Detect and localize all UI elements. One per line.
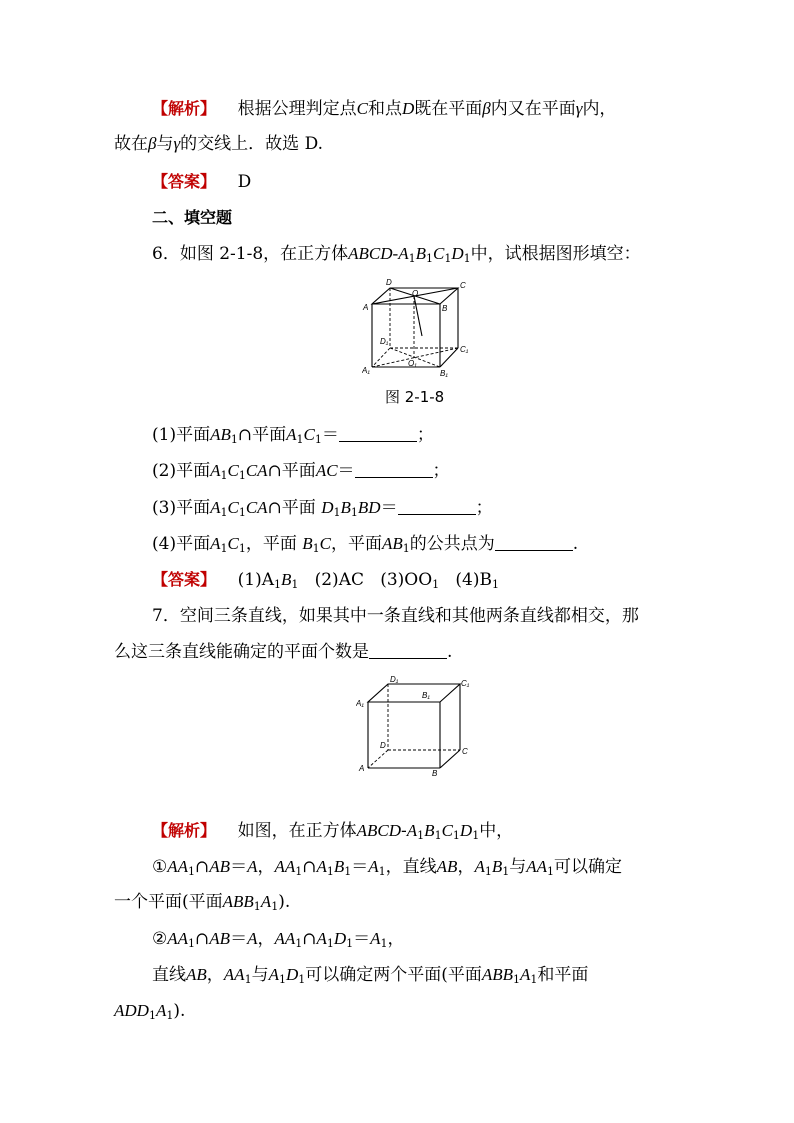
section-heading: 二、填空题: [152, 208, 233, 227]
label-D1: D₁: [380, 337, 389, 346]
cube-figure-q7: [356, 672, 476, 778]
analysis-2-line-2: ①AA1∩AB＝A，AA1∩A1B1＝A1，直线AB，A1B1与AA1可以确定: [152, 857, 622, 878]
analysis-2-line-6: ADD1A1).: [114, 1001, 186, 1022]
analysis-2-line-1: 【解析】 如图，在正方体ABCD-A1B1C1D1中，: [152, 821, 514, 842]
answer-tag: 【答案】: [152, 172, 217, 191]
label-B1: B₁: [422, 691, 430, 700]
label-D: D: [386, 278, 392, 287]
analysis-2-line-3: 一个平面(平面ABB1A1).: [114, 892, 291, 913]
label-O1: O₁: [408, 359, 417, 368]
label-B1: B₁: [440, 369, 448, 378]
label-C1: C₁: [460, 345, 469, 354]
label-C: C: [462, 747, 468, 756]
answer-blank[interactable]: [495, 534, 573, 551]
question-7-line-1: 7．空间三条直线，如果其中一条直线和其他两条直线都相交，那: [152, 606, 639, 626]
question-6-item-4: (4)平面A1C1，平面 B1C，平面AB1的公共点为 .: [152, 534, 579, 555]
label-A: A: [359, 764, 365, 773]
answer-value: D: [237, 172, 252, 192]
analysis-line-2: 故在β与γ的交线上．故选 D.: [114, 134, 324, 154]
cube-figure-2-1-8: [362, 276, 474, 378]
question-7-line-2: 么这三条直线能确定的平面个数是 .: [114, 642, 453, 662]
analysis-line-1: 【解析】 根据公理判定点C和点D既在平面β内又在平面γ内，: [152, 99, 617, 119]
label-A1: A₁: [356, 699, 364, 708]
label-O: O: [412, 289, 419, 298]
question-6-answer: 【答案】 (1)A1B1 (2)AC (3)OO1 (4)B1: [152, 570, 499, 591]
question-6-item-1: (1)平面AB1∩平面A1C1＝ ；: [152, 425, 434, 446]
question-6-item-2: (2)平面A1C1CA∩平面AC＝ ；: [152, 461, 450, 482]
label-A: A: [363, 303, 369, 312]
label-C: C: [460, 281, 466, 290]
answer-blank[interactable]: [355, 461, 433, 478]
label-D1: D₁: [390, 675, 399, 684]
label-D: D: [380, 741, 386, 750]
answer-blank[interactable]: [398, 498, 476, 515]
answer-blank[interactable]: [369, 642, 447, 659]
label-B: B: [442, 304, 448, 313]
label-B: B: [432, 769, 438, 778]
analysis-2-line-4: ②AA1∩AB＝A，AA1∩A1D1＝A1，: [152, 929, 405, 950]
figure-caption: 图 2-1-8: [385, 388, 445, 406]
answer-blank[interactable]: [339, 425, 417, 442]
analysis-tag: 【解析】: [152, 99, 217, 118]
question-6-item-3: (3)平面A1C1CA∩平面 D1B1BD＝ ；: [152, 498, 493, 519]
label-A1: A₁: [362, 366, 370, 375]
question-6-stem: 6．如图 2-1-8，在正方体ABCD-A1B1C1D1中，试根据图形填空：: [152, 244, 641, 265]
label-C1: C₁: [461, 679, 470, 688]
analysis-2-line-5: 直线AB，AA1与A1D1可以确定两个平面(平面ABB1A1和平面: [152, 965, 589, 986]
answer-line-1: [152, 171, 251, 193]
